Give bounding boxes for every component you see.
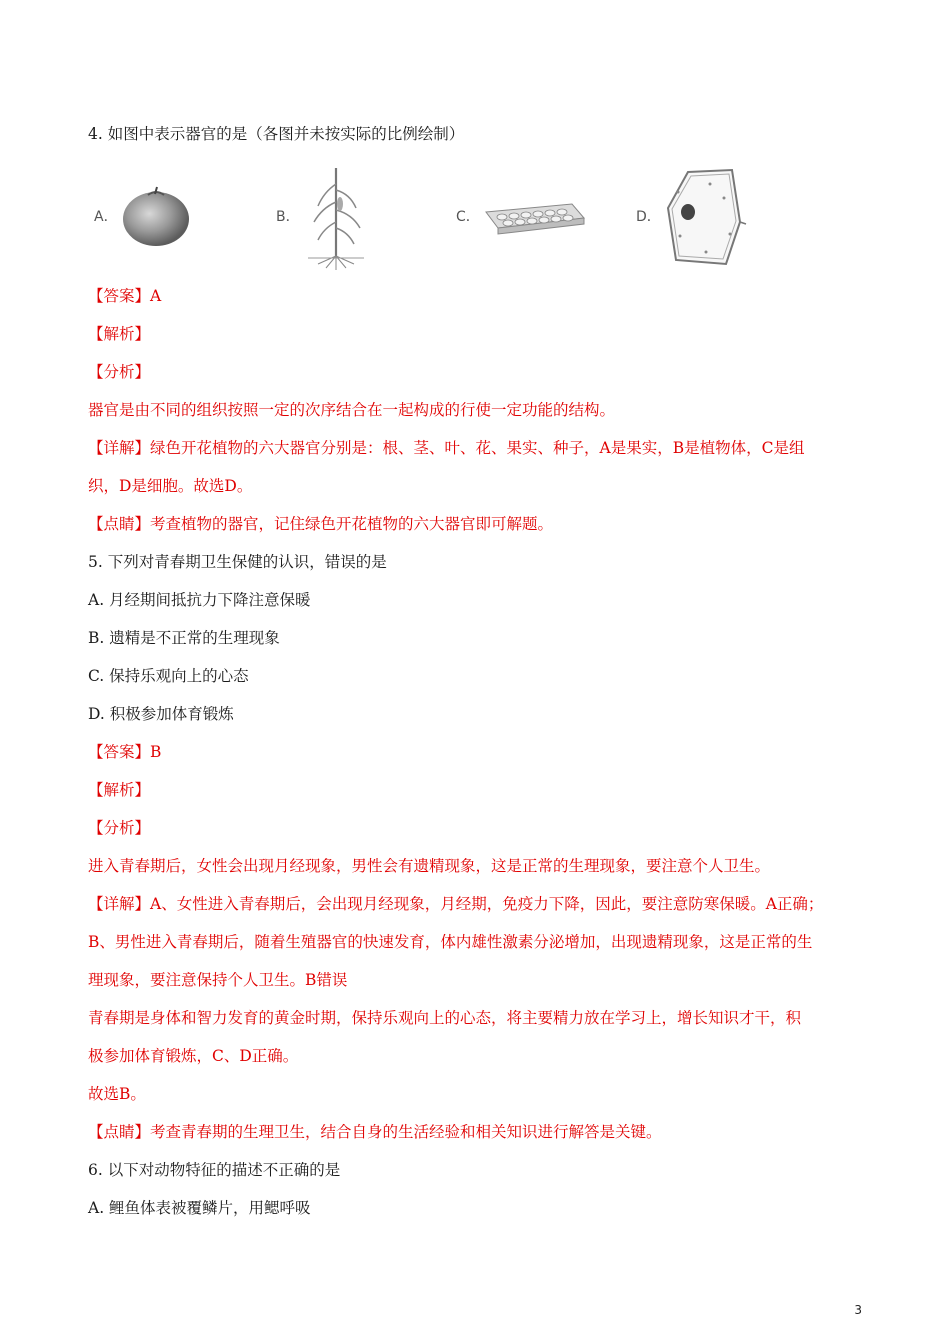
detail-tag: 【详解】 [88, 895, 151, 913]
q5-comment [88, 1122, 662, 1142]
q5-fenxi-tag: 【分析】 [88, 819, 151, 837]
comment-tag: 【点睛】 [88, 515, 151, 533]
figure-c-label: C． [456, 209, 480, 225]
comment-text: 考查青春期的生理卫生，结合自身的生活经验和相关知识进行解答是关键。 [150, 1123, 662, 1141]
q4-detail [88, 438, 804, 458]
q5-detail-line4: 青春期是身体和智力发育的黄金时期，保持乐观向上的心态，将主要精力放在学习上，增长知识才干，积 [88, 1009, 802, 1027]
q4-answer [88, 286, 161, 306]
tomato-icon [118, 164, 198, 274]
q4-comment [88, 514, 553, 534]
figure-a-label: A． [94, 209, 118, 225]
q5-option-c: C. 保持乐观向上的心态 [88, 667, 249, 685]
q6-option-a: A. 鲤鱼体表被覆鳞片，用鳃呼吸 [88, 1199, 311, 1217]
q4-fenxi-text: 器官是由不同的组织按照一定的次序结合在一起构成的行使一定功能的结构。 [88, 401, 616, 419]
q5-detail-line6: 故选B。 [88, 1085, 146, 1103]
comment-tag: 【点睛】 [88, 1123, 151, 1141]
q4-figure-row [88, 164, 788, 274]
q4-detail-line2: 织，D是细胞。故选D。 [88, 477, 253, 495]
comment-text: 考查植物的器官，记住绿色开花植物的六大器官即可解题。 [150, 515, 554, 533]
page-number: 3 [854, 1303, 862, 1317]
q4-stem: 4. 如图中表示器官的是（各图并未按实际的比例绘制） [88, 125, 465, 143]
corn-plant-icon [296, 164, 376, 274]
figure-b-label: B． [276, 209, 300, 225]
q5-option-a: A. 月经期间抵抗力下降注意保暖 [88, 591, 311, 609]
q4-analysis-tag: 【解析】 [88, 325, 151, 343]
detail-text: A、女性进入青春期后，会出现月经现象，月经期，免疫力下降，因此，要注意防寒保暖。A正确； [150, 895, 824, 913]
answer-value: A [150, 287, 162, 305]
detail-tag: 【详解】 [88, 439, 151, 457]
answer-tag: 【答案】 [88, 743, 151, 761]
q5-detail [88, 894, 823, 914]
q5-option-b: B. 遗精是不正常的生理现象 [88, 629, 280, 647]
q5-stem: 5. 下列对青春期卫生保健的认识，错误的是 [88, 553, 387, 571]
q5-detail-line3: 理现象，要注意保持个人卫生。B错误 [88, 971, 348, 989]
q5-analysis-tag: 【解析】 [88, 781, 151, 799]
tissue-icon [480, 164, 590, 274]
detail-text: 绿色开花植物的六大器官分别是：根、茎、叶、花、果实、种子，A是果实，B是植物体，C是组 [150, 439, 805, 457]
q6-stem: 6. 以下对动物特征的描述不正确的是 [88, 1161, 341, 1179]
figure-d-label: D． [636, 209, 661, 225]
answer-tag: 【答案】 [88, 287, 151, 305]
q5-detail-line2: B、男性进入青春期后，随着生殖器官的快速发育，体内雄性激素分泌增加，出现遗精现象，这是正常的生 [88, 933, 813, 951]
q5-fenxi-text: 进入青春期后，女性会出现月经现象，男性会有遗精现象，这是正常的生理现象，要注意个人卫生。 [88, 857, 771, 875]
q5-option-d: D. 积极参加体育锻炼 [88, 705, 234, 723]
q4-fenxi-tag: 【分析】 [88, 363, 151, 381]
q5-detail-line5: 极参加体育锻炼，C、D正确。 [88, 1047, 299, 1065]
plant-cell-icon [660, 164, 750, 274]
q5-answer [88, 742, 161, 762]
answer-value: B [150, 743, 162, 761]
